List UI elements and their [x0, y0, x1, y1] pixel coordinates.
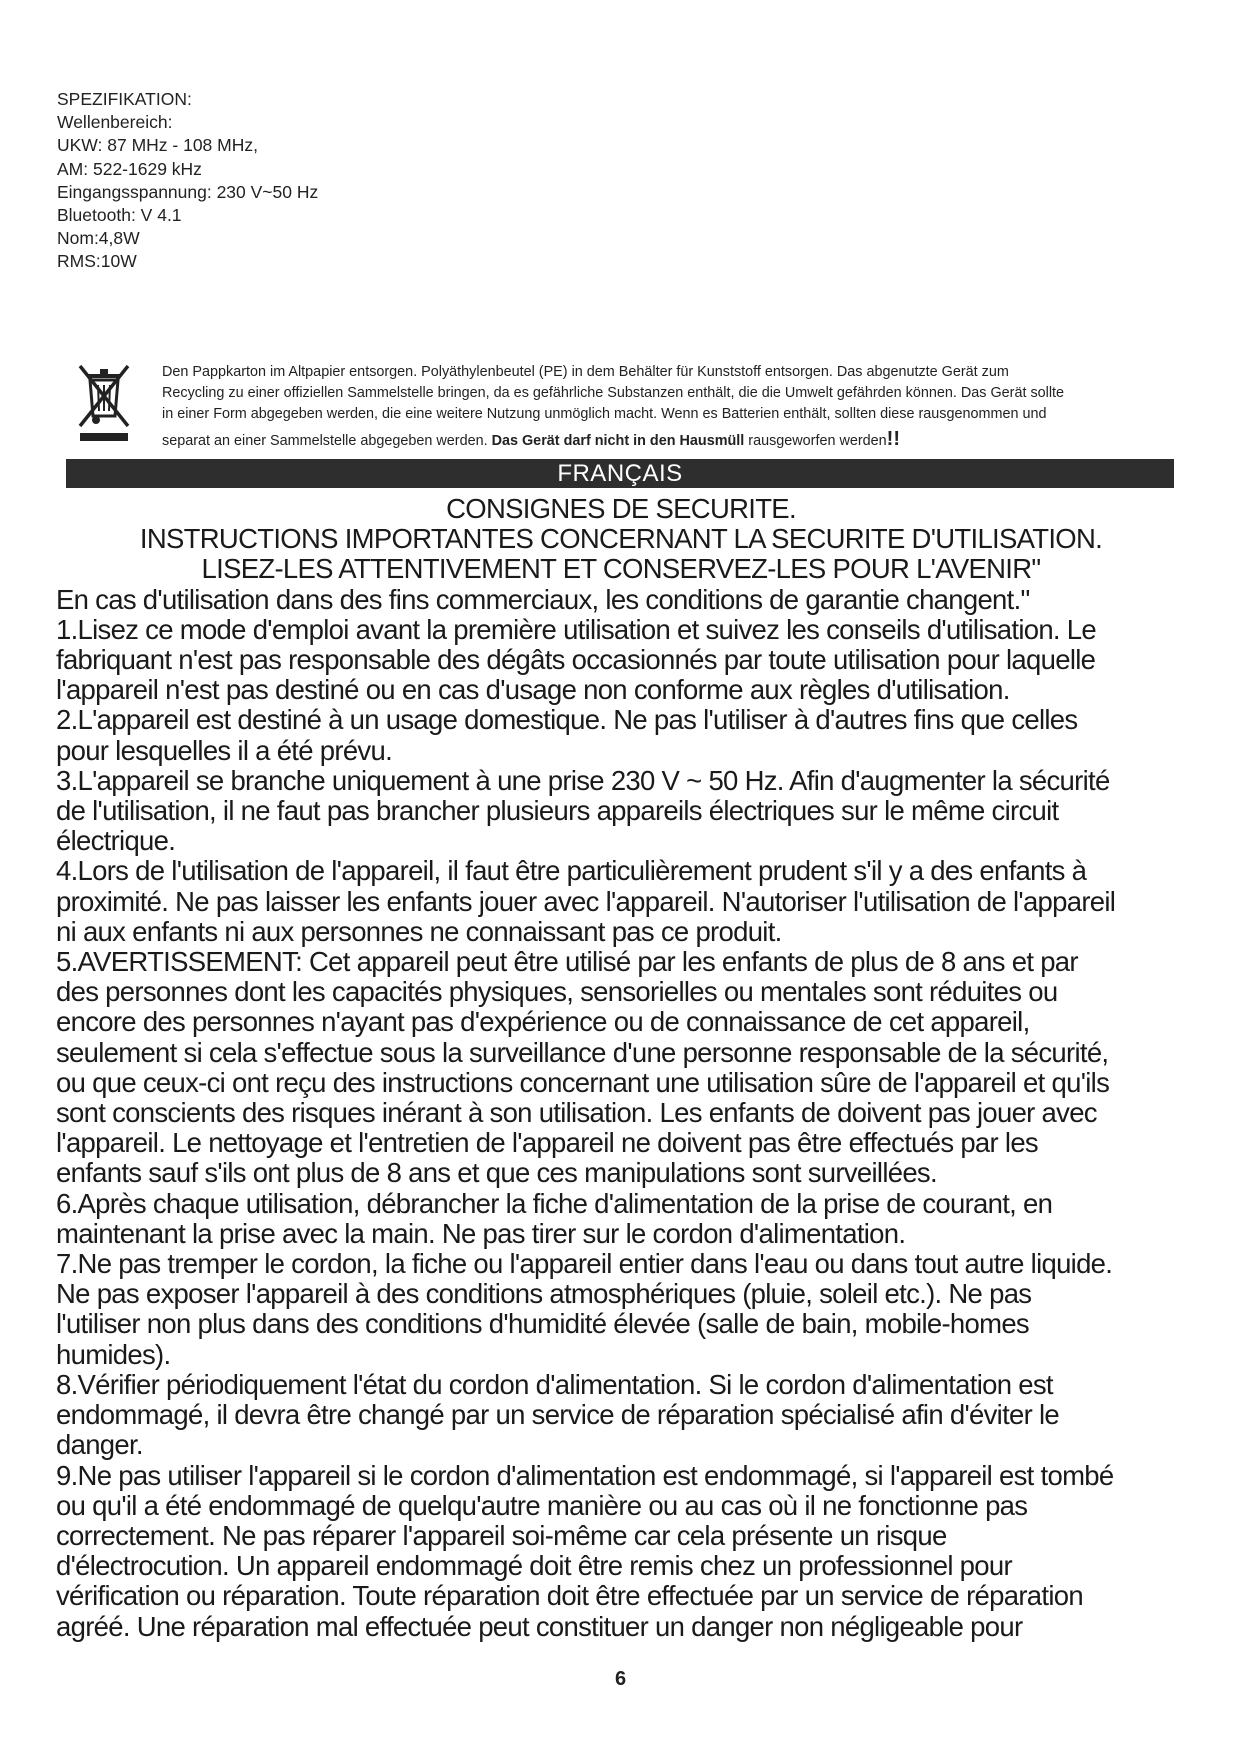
- text-line: 9.Ne pas utiliser l'appareil si le cordon d'alimentation est endommagé, si l'appareil est tombé: [56, 1459, 1114, 1491]
- text-line: 2.L'appareil est destiné à un usage domestique. Ne pas l'utiliser à d'autres fins que celles: [56, 704, 1078, 736]
- spec-line: Bluetooth: V 4.1: [57, 205, 182, 226]
- text-line: 6.Après chaque utilisation, débrancher la fiche d'alimentation de la prise de courant, en: [56, 1187, 1053, 1219]
- text-line: des personnes dont les capacités physiques, sensorielles ou mentales sont réduites ou: [56, 976, 1058, 1008]
- text-line: l'utiliser non plus dans des conditions d'humidité élevée (salle de bain, mobile-homes: [56, 1308, 1029, 1340]
- text-line: fabriquant n'est pas responsable des dégâts occasionnés par toute utilisation pour laquelle: [56, 644, 1096, 676]
- disposal-line-start: separat an einer Sammelstelle abgegeben werden.: [162, 433, 492, 449]
- text-line: vérification ou réparation. Toute réparation doit être effectuée par un service de réparation: [56, 1580, 1083, 1612]
- spec-line: AM: 522-1629 kHz: [57, 158, 202, 179]
- text-line: maintenant la prise avec la main. Ne pas tirer sur le cordon d'alimentation.: [56, 1217, 906, 1249]
- spec-line: Nom:4,8W: [57, 228, 140, 249]
- text-line: pour lesquelles il a été prévu.: [56, 734, 393, 766]
- spec-line: Wellenbereich:: [57, 112, 173, 133]
- disposal-notice: [60, 358, 1180, 450]
- text-line: sont conscients des risques inérant à son utilisation. Les enfants de doivent pas jouer avec: [56, 1097, 1097, 1129]
- text-line: proximité. Ne pas laisser les enfants jouer avec l'appareil. N'autoriser l'utilisation de l'appareil: [56, 885, 1116, 917]
- disposal-line: in einer Form abgegeben werden, die eine weitere Nutzung unmöglich macht. Wenn es Batterien enthält, sollten diese rausgenommen und: [162, 406, 1047, 422]
- text-line: agréé. Une réparation mal effectuée peut constituer un danger non négligeable pour: [56, 1610, 1023, 1642]
- exclamation-mark: !!: [886, 428, 900, 450]
- text-line: ou qu'il a été endommagé de quelqu'autre manière ou au cas où il ne fonctionne pas: [56, 1489, 1028, 1521]
- crossed-out-wheelie-bin-icon: [74, 360, 134, 444]
- spec-line: UKW: 87 MHz - 108 MHz,: [57, 135, 258, 156]
- spec-line: SPEZIFIKATION:: [57, 89, 192, 109]
- text-line: 8.Vérifier périodiquement l'état du cordon d'alimentation. Si le cordon d'alimentation est: [56, 1368, 1053, 1400]
- text-line: de l'utilisation, il ne faut pas brancher plusieurs appareils électriques sur le même circuit: [56, 795, 1059, 827]
- disposal-line: [162, 429, 1180, 452]
- text-line: électrique.: [56, 825, 176, 857]
- text-line: d'électrocution. Un appareil endommagé doit être remis chez un professionnel pour: [56, 1550, 1012, 1582]
- disposal-line: Den Pappkarton im Altpapier entsorgen. Polyäthylenbeutel (PE) in dem Behälter für Kunststoff entsorgen. Das abgenutzte Gerät zum: [162, 364, 1009, 380]
- text-line: l'appareil. Le nettoyage et l'entretien de l'appareil ne doivent pas être effectués par les: [56, 1127, 1038, 1159]
- disposal-line: Recycling zu einer offiziellen Sammelstelle bringen, da es gefährliche Substanzen enthält, die die Umwelt gefährden können. Das Gerät sollte: [162, 385, 1065, 401]
- text-line: endommagé, il devra être changé par un service de réparation spécialisé afin d'éviter le: [56, 1399, 1060, 1431]
- text-line: danger.: [56, 1429, 143, 1461]
- text-line: Ne pas exposer l'appareil à des conditions atmosphériques (pluie, soleil etc.). Ne pas: [56, 1278, 1032, 1310]
- heading: INSTRUCTIONS IMPORTANTES CONCERNANT LA SECURITE D'UTILISATION.: [139, 523, 1103, 555]
- text-line: enfants sauf s'ils ont plus de 8 ans et que ces manipulations sont surveillées.: [56, 1157, 937, 1189]
- text-line: 7.Ne pas tremper le cordon, la fiche ou l'appareil entier dans l'eau ou dans tout autre liquide.: [56, 1248, 1113, 1280]
- text-line: encore des personnes n'ayant pas d'expérience ou de connaissance de cet appareil,: [56, 1006, 1030, 1038]
- disposal-warning-bold: Das Gerät darf nicht in den Hausmüll: [491, 433, 745, 449]
- disposal-text: [162, 362, 1180, 452]
- text-line: 4.Lors de l'utilisation de l'appareil, il faut être particulièrement prudent s'il y a des enfants à: [56, 855, 1087, 887]
- spec-line: Eingangsspannung: 230 V~50 Hz: [57, 181, 319, 202]
- heading: CONSIGNES DE SECURITE.: [446, 493, 796, 524]
- text-line: En cas d'utilisation dans des fins commerciaux, les conditions de garantie changent.": [56, 583, 1030, 615]
- spec-line: RMS:10W: [57, 251, 137, 272]
- safety-instructions: [56, 494, 1186, 1642]
- text-line: correctement. Ne pas réparer l'appareil soi-même car cela présente un risque: [56, 1519, 947, 1551]
- text-line: 1.Lisez ce mode d'emploi avant la première utilisation et suivez les conseils d'utilisation. Le: [56, 613, 1096, 645]
- text-line: 5.AVERTISSEMENT: Cet appareil peut être utilisé par les enfants de plus de 8 ans et par: [56, 946, 1078, 978]
- disposal-line-end: rausgeworfen werden: [744, 433, 887, 449]
- text-line: humides).: [56, 1338, 171, 1370]
- text-line: ou que ceux-ci ont reçu des instructions concernant une utilisation sûre de l'appareil et qu'ils: [56, 1066, 1110, 1098]
- language-section-bar: FRANÇAIS: [66, 459, 1174, 488]
- specification-block: [57, 88, 557, 274]
- text-line: ni aux enfants ni aux personnes ne connaissant pas ce produit.: [56, 915, 782, 947]
- text-line: l'appareil n'est pas destiné ou en cas d'usage non conforme aux règles d'utilisation.: [56, 674, 1010, 706]
- text-line: seulement si cela s'effectue sous la surveillance d'une personne responsable de la sécurité,: [56, 1036, 1109, 1068]
- text-line: 3.L'appareil se branche uniquement à une prise 230 V ~ 50 Hz. Afin d'augmenter la sécurité: [56, 764, 1110, 796]
- heading: LISEZ-LES ATTENTIVEMENT ET CONSERVEZ-LES POUR L'AVENIR": [201, 553, 1041, 585]
- page-number: 6: [614, 1668, 627, 1690]
